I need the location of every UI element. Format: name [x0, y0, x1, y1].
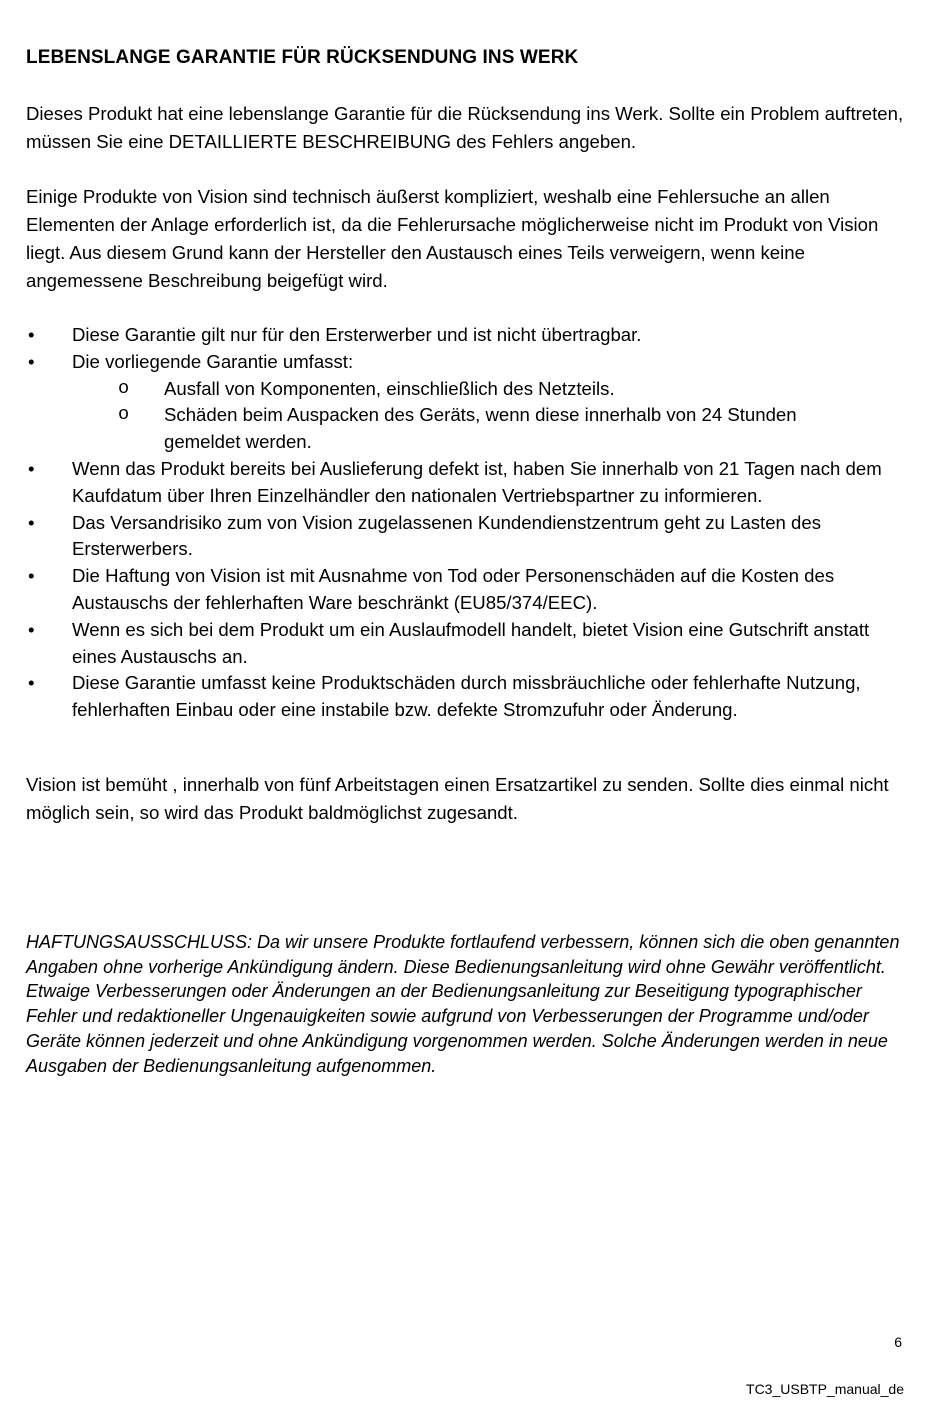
coverage-sublist — [72, 376, 906, 456]
intro-paragraph: Dieses Produkt hat eine lebenslange Garantie für die Rücksendung ins Werk. Sollte ein Problem auftreten, müssen Sie eine DETAILLIERTE BESCHREIBUNG des Fehlers angeben. — [26, 103, 904, 152]
list-item — [26, 349, 906, 456]
sublist-item: o Schäden beim Auspacken des Geräts, wenn diese innerhalb von 24 Stunden gemeldet werden. — [72, 402, 906, 456]
list-item-text: Wenn es sich bei dem Produkt um ein Auslaufmodell handelt, bietet Vision eine Gutschrift anstatt eines Austauschs an. — [72, 618, 870, 667]
list-item — [26, 510, 906, 564]
list-item-text: Die vorliegende Garantie umfasst: — [72, 350, 354, 372]
page-title: LEBENSLANGE GARANTIE FÜR RÜCKSENDUNG INS WERK — [26, 47, 579, 68]
list-item — [26, 322, 906, 349]
list-item-text: Diese Garantie gilt nur für den Ersterwerber und ist nicht übertragbar. — [72, 324, 642, 345]
list-item-text: Diese Garantie umfasst keine Produktschäden durch missbräuchliche oder fehlerhafte Nutzung, fehlerhaften Einbau oder eine instabile bzw. defekte Stromzufuhr oder Änderung. — [72, 672, 861, 721]
list-item-text: Das Versandrisiko zum von Vision zugelassenen Kundendienstzentrum geht zu Lasten des Ersterwerbers. — [72, 511, 822, 560]
list-item — [26, 617, 906, 671]
warranty-conditions-list — [26, 322, 906, 724]
disclaimer-paragraph: HAFTUNGSAUSSCHLUSS: Da wir unsere Produkte fortlaufend verbessern, können sich die oben genannten Angaben ohne vorherige Ankündigung ändern. Diese Bedienungsanleitung wird ohne Gewähr veröffentlicht. Etwaige Verbesserungen oder Änderungen an der Bedienungsanleitung zur Beseitigung typographischer Fehler und redaktioneller Ungenauigkeiten sowie aufgrund von Verbesserungen der Programme und/oder Geräte können jederzeit und ohne Ankündigung vorgenommen werden. Solche Änderungen werden in neue Ausgaben der Bedienungsanleitung aufgenommen. — [26, 932, 900, 1076]
list-item-text: Wenn das Produkt bereits bei Auslieferung defekt ist, haben Sie innerhalb von 21 Tagen nach dem Kaufdatum über Ihren Einzelhändler den nationalen Vertriebspartner zu informieren. — [72, 457, 882, 506]
document-footer: TC3_USBTP_manual_de — [746, 1381, 904, 1397]
list-item — [26, 456, 906, 510]
sublist-item: o Ausfall von Komponenten, einschließlich des Netzteils. — [72, 376, 906, 403]
list-item — [26, 670, 906, 724]
closing-paragraph: Vision ist bemüht , innerhalb von fünf Arbeitstagen einen Ersatzartikel zu senden. Sollte dies einmal nicht möglich sein, so wird das Produkt baldmöglichst zugesandt. — [26, 774, 889, 823]
list-item — [26, 563, 906, 617]
page-number: 6 — [894, 1334, 902, 1350]
list-item-text: Die Haftung von Vision ist mit Ausnahme von Tod oder Personenschäden auf die Kosten des Austauschs der fehlerhaften Ware beschränkt (EU85/374/EEC). — [72, 565, 835, 613]
explanation-paragraph: Einige Produkte von Vision sind technisch äußerst kompliziert, weshalb eine Fehlersuche an allen Elementen der Anlage erforderlich ist, da die Fehlerursache möglicherweise nicht im Produkt von Vision liegt. Aus diesem Grund kann der Hersteller den Austausch eines Teils verweigern, wenn keine angemessene Beschreibung beigefügt wird. — [26, 186, 879, 291]
